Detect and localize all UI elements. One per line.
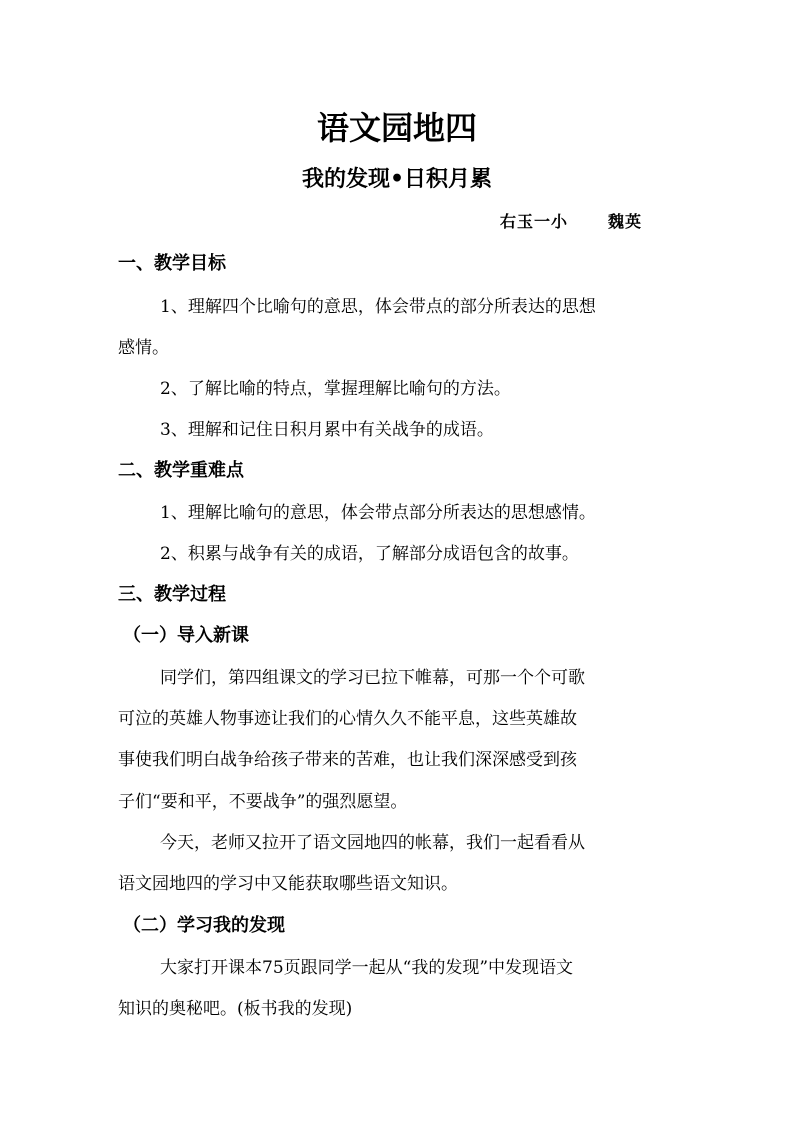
discovery-paragraph-line-1: 大家打开课本75页跟同学一起从“我的发现”中发现语文 xyxy=(160,958,574,978)
intro-paragraph-1-line-3: 事使我们明白战争给孩子带来的苦难，也让我们深深感受到孩 xyxy=(118,750,577,770)
objective-2: 2、了解比喻的特点，掌握理解比喻句的方法。 xyxy=(160,379,511,399)
document-title: 语文园地四 xyxy=(316,109,477,147)
intro-paragraph-2-line-2: 语文园地四的学习中又能获取哪些语文知识。 xyxy=(118,874,458,894)
discovery-paragraph-line-2: 知识的奥秘吧。(板书我的发现) xyxy=(118,999,353,1019)
document-subtitle: 我的发现•日积月累 xyxy=(301,166,493,192)
author-school: 右玉一小 xyxy=(500,212,569,231)
intro-paragraph-1-line-2: 可泣的英雄人物事迹让我们的心情久久不能平息，这些英雄故 xyxy=(118,709,577,729)
subsection-heading-intro: （一）导入新课 xyxy=(123,625,249,646)
intro-paragraph-2-line-1: 今天，老师又拉开了语文园地四的帐幕，我们一起看看从 xyxy=(160,833,585,853)
objective-1-line-2: 感情。 xyxy=(118,338,169,358)
intro-paragraph-1-line-1: 同学们，第四组课文的学习已拉下帷幕，可那一个个可歌 xyxy=(160,668,585,688)
intro-paragraph-1-line-4: 子们“要和平，不要战争”的强烈愿望。 xyxy=(118,792,408,812)
objective-1-line-1: 1、理解四个比喻句的意思，体会带点的部分所表达的思想 xyxy=(160,297,596,317)
section-heading-process: 三、教学过程 xyxy=(118,584,226,605)
objective-3: 3、理解和记住日积月累中有关战争的成语。 xyxy=(160,420,494,440)
author-name: 魏英 xyxy=(608,212,643,231)
key-point-1: 1、理解比喻句的意思，体会带点部分所表达的思想感情。 xyxy=(160,503,596,523)
section-heading-objectives: 一、教学目标 xyxy=(118,253,226,274)
section-heading-key-points: 二、教学重难点 xyxy=(118,460,244,481)
subsection-heading-discovery: （二）学习我的发现 xyxy=(123,915,285,936)
key-point-2: 2、积累与战争有关的成语，了解部分成语包含的故事。 xyxy=(160,544,579,564)
author-line xyxy=(500,207,642,237)
